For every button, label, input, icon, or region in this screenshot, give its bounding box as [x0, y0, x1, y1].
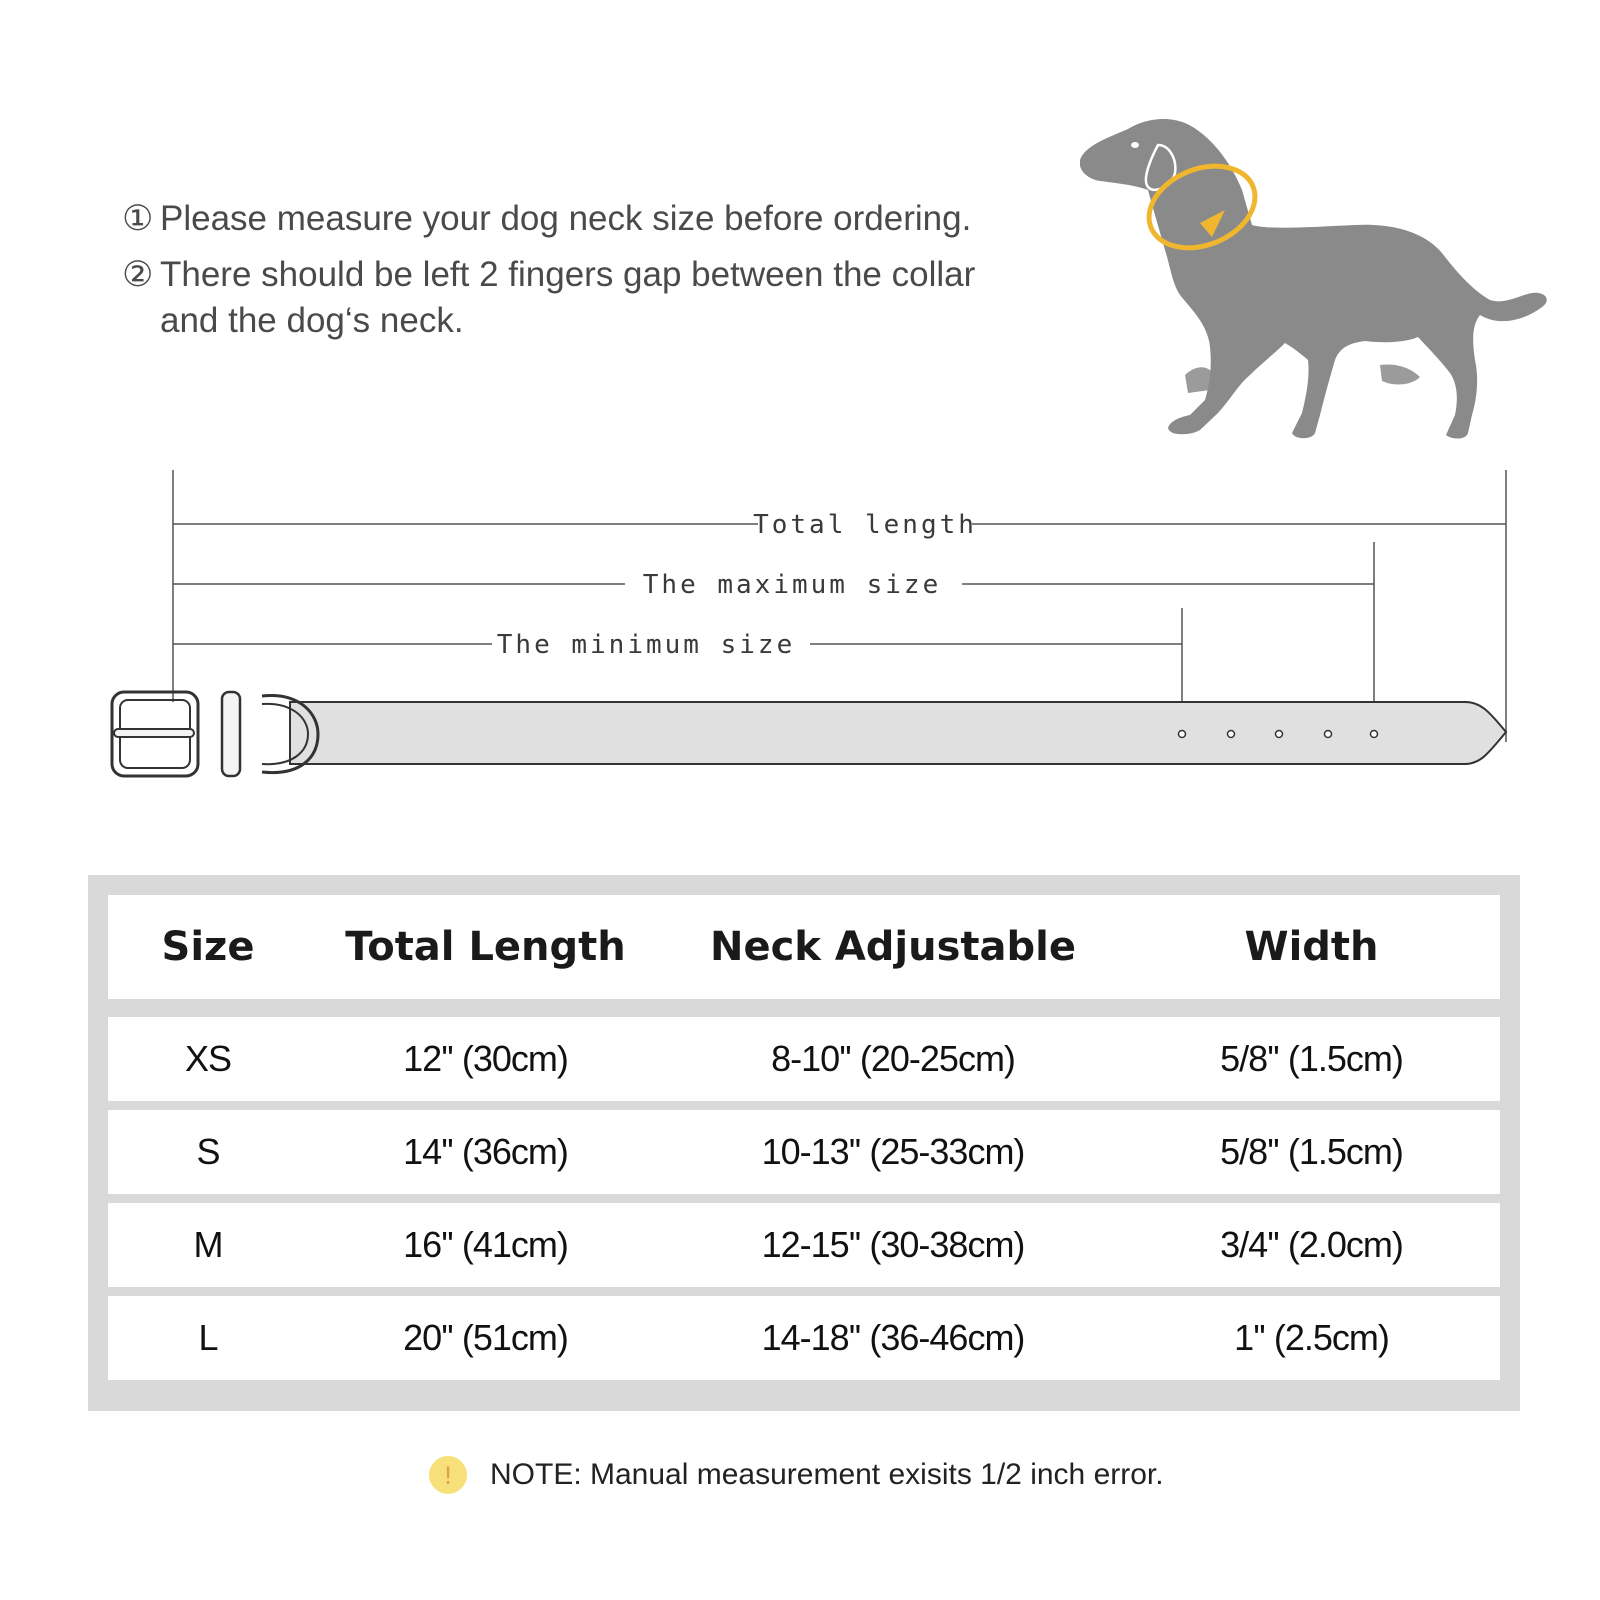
cell-width: 5/8'' (1.5cm): [1123, 1110, 1500, 1203]
instruction-2-text: There should be left 2 fingers gap between the collar and the dog‘s neck.: [160, 255, 976, 340]
cell-neck-adjustable: 14-18'' (36-46cm): [663, 1296, 1123, 1380]
max-size-label: The maximum size: [642, 570, 942, 600]
instruction-1-text: Please measure your dog neck size before ordering.: [160, 199, 972, 238]
collar-hole: [1371, 731, 1378, 738]
cell-total-length: 14'' (36cm): [308, 1110, 663, 1203]
table-row: [108, 1110, 1500, 1203]
cell-total-length: 16'' (41cm): [308, 1203, 663, 1296]
note-text: NOTE: Manual measurement exisits 1/2 inch error.: [490, 1458, 1164, 1491]
warning-icon: [428, 1455, 468, 1495]
cell-size: XS: [108, 1017, 308, 1110]
cell-neck-adjustable: 12-15'' (30-38cm): [663, 1203, 1123, 1296]
keeper-loop-icon: [222, 692, 240, 776]
svg-text:!: !: [443, 1462, 453, 1490]
buckle-icon: [112, 692, 198, 776]
table-row: [108, 1017, 1500, 1110]
cell-size: S: [108, 1110, 308, 1203]
header-width: Width: [1123, 895, 1500, 1017]
collar-hole: [1276, 731, 1283, 738]
collar-hole: [1179, 731, 1186, 738]
dog-eye: [1131, 142, 1139, 148]
min-size-label: The minimum size: [496, 630, 796, 660]
cell-size: M: [108, 1203, 308, 1296]
cell-size: L: [108, 1296, 308, 1380]
collar-hole: [1228, 731, 1235, 738]
cell-width: 1'' (2.5cm): [1123, 1296, 1500, 1380]
collar-diagram: [0, 470, 1600, 810]
instruction-1: [122, 196, 1082, 242]
cell-total-length: 20'' (51cm): [308, 1296, 663, 1380]
dog-illustration: [1080, 115, 1550, 460]
instruction-1-number: ①: [122, 199, 154, 238]
cell-width: 5/8'' (1.5cm): [1123, 1017, 1500, 1110]
instruction-2: [122, 252, 982, 344]
cell-neck-adjustable: 10-13'' (25-33cm): [663, 1110, 1123, 1203]
size-table-frame: [88, 875, 1520, 1411]
collar-hole: [1325, 731, 1332, 738]
collar-strap: [290, 702, 1506, 764]
instruction-2-number: ②: [122, 255, 154, 294]
size-table: [108, 895, 1500, 1380]
cell-neck-adjustable: 8-10'' (20-25cm): [663, 1017, 1123, 1110]
cell-width: 3/4'' (2.0cm): [1123, 1203, 1500, 1296]
table-row: [108, 1296, 1500, 1380]
table-header-row: [108, 895, 1500, 1017]
cell-total-length: 12'' (30cm): [308, 1017, 663, 1110]
header-total-length: Total Length: [308, 895, 663, 1017]
header-size: Size: [108, 895, 308, 1017]
instructions: [122, 196, 1082, 354]
table-row: [108, 1203, 1500, 1296]
total-length-label: Total length: [753, 510, 977, 540]
header-neck-adjustable: Neck Adjustable: [663, 895, 1123, 1017]
note: [428, 1455, 1164, 1495]
